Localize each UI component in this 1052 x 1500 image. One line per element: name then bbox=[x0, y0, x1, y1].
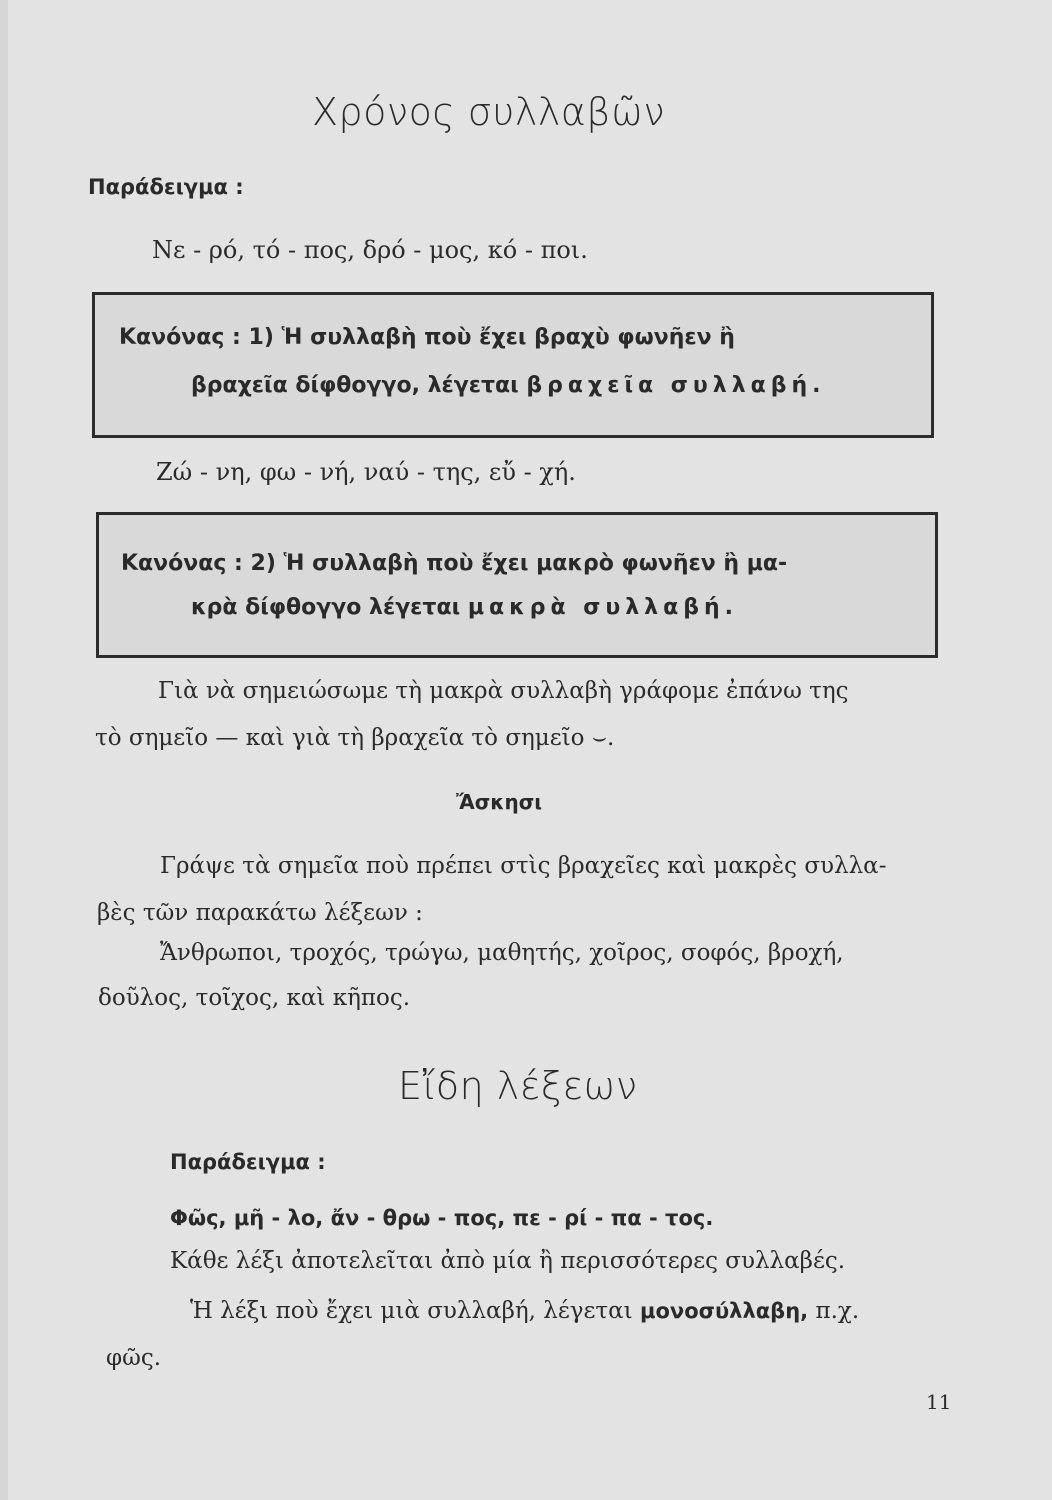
section-title-syllable-length: Χρόνος συλλαβῶν bbox=[312, 90, 666, 134]
exercise-line-3: Ἄνθρωποι, τροχός, τρώγω, μαθητής, χοῖρος, σοφός, βροχή, bbox=[160, 940, 844, 966]
exercise-heading: Ἄσκησι bbox=[456, 790, 543, 814]
example-line-2: Ζώ - νη, φω - νή, ναύ - της, εὔ - χή. bbox=[156, 458, 576, 486]
exercise-line-2: βὲς τῶν παρακάτω λέξεων : bbox=[97, 900, 423, 926]
example-line: Νε - ρό, τό - πος, δρό - μος, κό - ποι. bbox=[152, 236, 588, 264]
exercise-line-1: Γράψε τὰ σημεῖα ποὺ πρέπει στὶς βραχεῖες καὶ μακρὲς συλλα- bbox=[160, 853, 887, 879]
rule1-line1: Κανόνας : 1) Ἡ συλλαβὴ ποὺ ἔχει βραχὺ φωνῆεν ἢ bbox=[119, 325, 735, 350]
rule2-line2 bbox=[191, 595, 738, 620]
page-number: 11 bbox=[926, 1390, 952, 1414]
rule1-line2-prefix: βραχεῖα δίφθογγο, λέγεται bbox=[191, 373, 527, 398]
word-line-2-prefix: Ἡ λέξι ποὺ ἔχει μιὰ συλλαβή, λέγεται bbox=[190, 1298, 641, 1324]
section-title-word-types: Εἴδη λέξεων bbox=[398, 1064, 638, 1108]
monosyllable-term: μονοσύλλαβη, bbox=[640, 1299, 809, 1323]
rule2-term: μακρὰ συλλαβή. bbox=[467, 595, 738, 620]
rule1-line2 bbox=[191, 373, 826, 398]
rule1-term: βραχεῖα συλλαβή. bbox=[526, 373, 826, 398]
marks-line-2: τὸ σημεῖο — καὶ γιὰ τὴ βραχεῖα τὸ σημεῖο ⌣. bbox=[95, 725, 615, 751]
word-line-1: Κάθε λέξι ἀποτελεῖται ἀπὸ μία ἢ περισσότερες συλλαβές. bbox=[170, 1248, 846, 1274]
page-edge-shadow bbox=[0, 0, 8, 1500]
rule-box-2 bbox=[96, 512, 938, 658]
exercise-line-4: δοῦλος, τοῖχος, καὶ κῆπος. bbox=[98, 985, 411, 1011]
example-label-2: Παράδειγμα : bbox=[170, 1150, 326, 1174]
bold-example-line: Φῶς, μῆ - λο, ἄν - θρω - πος, πε - ρί - πα - τος. bbox=[170, 1206, 714, 1230]
rule-box-1 bbox=[92, 292, 934, 438]
marks-line-1: Γιὰ νὰ σημειώσωμε τὴ μακρὰ συλλαβὴ γράφομε ἐπάνω της bbox=[158, 678, 849, 704]
example-label: Παράδειγμα : bbox=[88, 175, 244, 199]
rule2-line1: Κανόνας : 2) Ἡ συλλαβὴ ποὺ ἔχει μακρὸ φωνῆεν ἢ μα- bbox=[121, 551, 788, 576]
word-line-3: φῶς. bbox=[106, 1345, 162, 1371]
word-line-2-suffix: π.χ. bbox=[808, 1298, 860, 1324]
word-line-2 bbox=[190, 1298, 859, 1324]
rule2-line2-prefix: κρὰ δίφθογγο λέγεται bbox=[191, 595, 468, 620]
